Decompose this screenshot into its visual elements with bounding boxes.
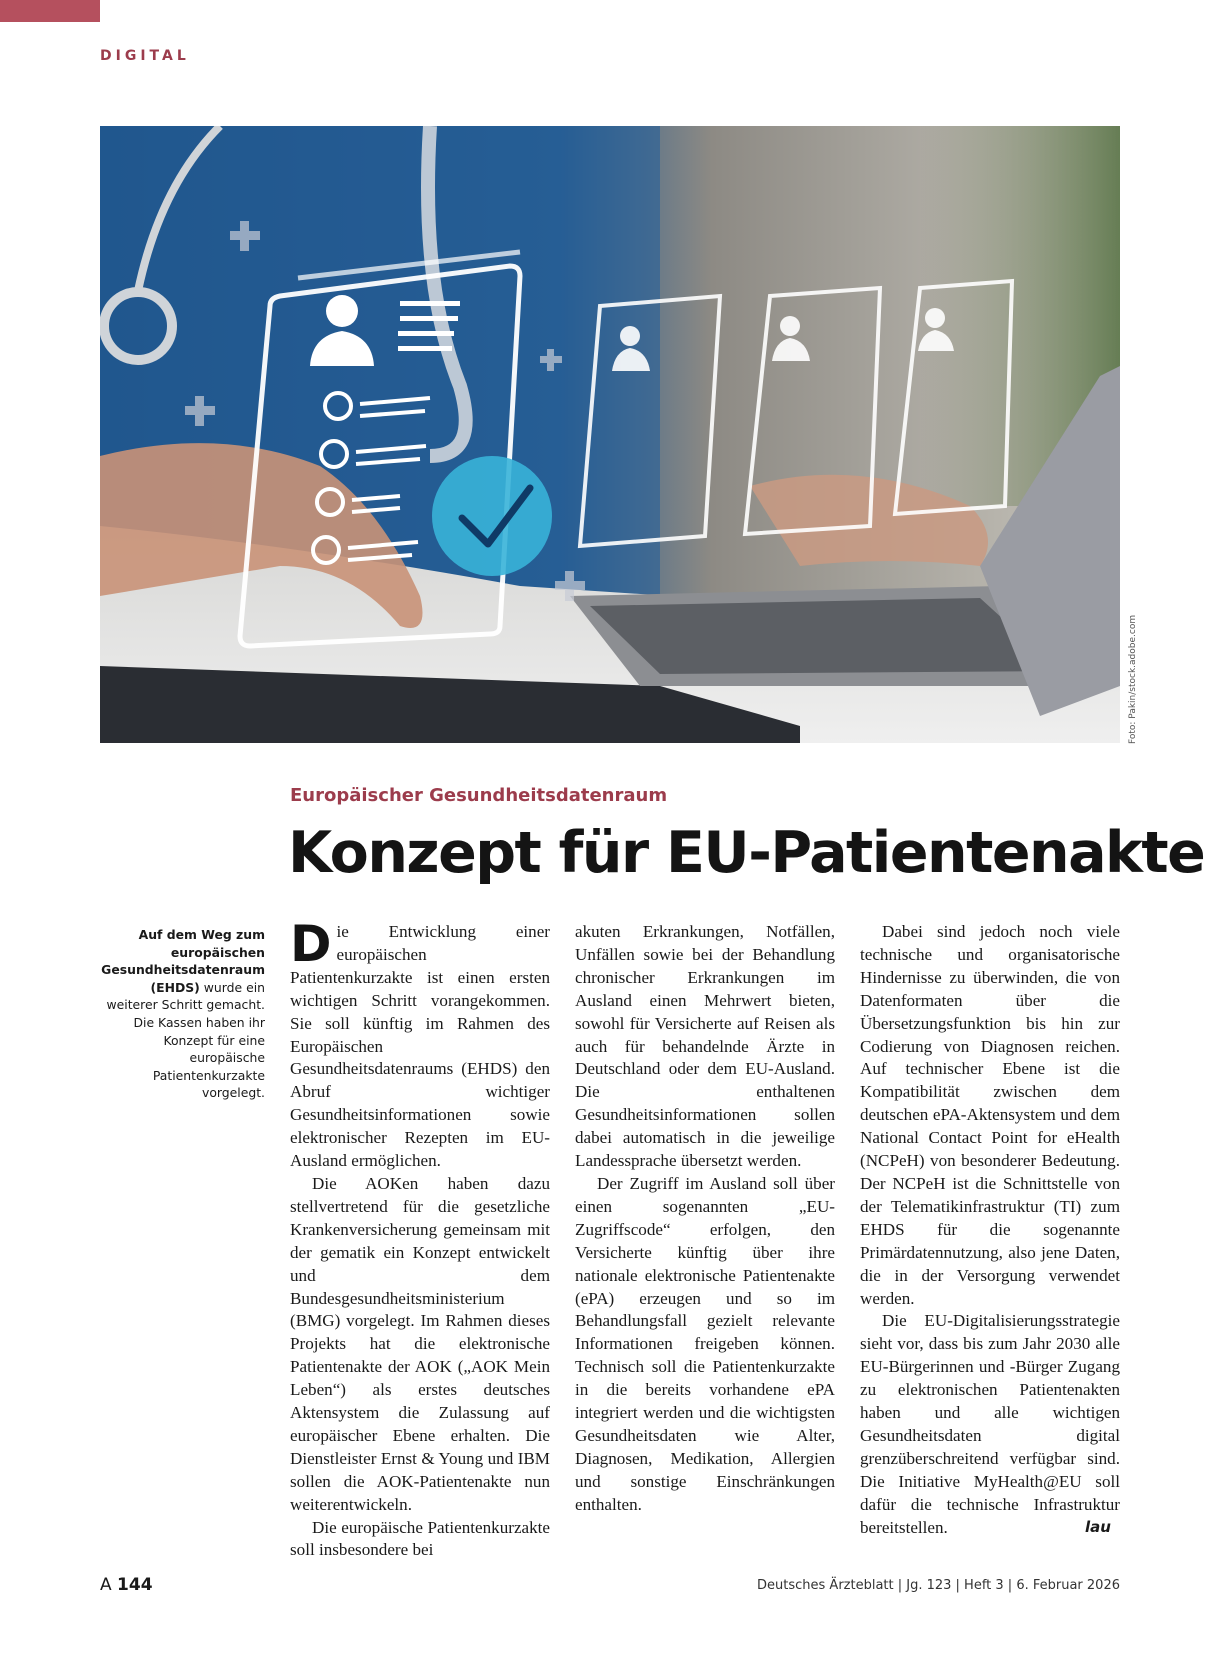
- article-paragraph-5: Dabei sind jedoch noch viele technische und organisatorische Hindernisse zu überwinden, die von Datenformaten über die Übersetzungsfunktion bis hin zur Codierung von Diagnosen reichen. Auf technischer Ebene ist die Kompatibilität zwischen dem deutschen ePA-Aktensystem und dem National Contact Point for eHealth (NCPeH) von besonderer Bedeutung. Der NCPeH ist die Schnittstelle von der Telematikinfrastruktur (TI) zum EHDS für die sogenannte Primärdatennutzung, also jene Daten, die in der Versorgung verwendet werden.: [860, 922, 1120, 1308]
- article-paragraph-4: Der Zugriff im Ausland soll über einen sogenannten „EU-Zugriffscode“ erfolgen, den Versicherte künftig über ihre nationale elektronische Patientenakte (ePA) erzeugen und so im Behandlungsfall gezielt relevante Informationen freigeben können. Technisch soll die Patientenkurzakte in die bereits vorhandene ePA integriert werden und die wichtigsten Gesundheitsdaten wie Alter, Diagnosen, Medikation, Allergien und sonstige Einschränkungen enthalten.: [575, 1173, 835, 1514]
- article-column-1: [290, 915, 550, 1562]
- page-number: A 144: [100, 1575, 153, 1595]
- article-paragraph-6: Die EU-Digitalisierungsstrategie sieht vor, dass bis zum Jahr 2030 alle EU-Bürgerinnen und -Bürger Zugang zu elektronischen Patientenakten haben und alle wichtigen Gesundheitsdaten digital grenzüberschreitend verfügbar sind. Die Initiative MyHealth@EU soll dafür die technische Infrastruktur bereitstellen.: [860, 1311, 1120, 1537]
- section-label: DIGITAL: [100, 48, 190, 64]
- article-paragraph-3b: akuten Erkrankungen, Notfällen, Unfällen sowie bei der Behandlung chronischer Erkrankungen im Ausland einen Mehrwert bieten, sowohl für Versicherte auf Reisen als auch für behandelnde Ärzte in Deutschland oder dem EU-Ausland. Die enthaltenen Gesundheitsinformationen sollen dabei automatisch in die jeweilige Landessprache übersetzt werden.: [575, 922, 835, 1171]
- article-paragraph-3a: Die europäische Patientenkurzakte soll insbesondere bei: [290, 1517, 550, 1560]
- teaser-rest: wurde ein weiterer Schritt gemacht. Die Kassen haben ihr Konzept für eine europäische Patientenkurzakte vorgelegt.: [106, 979, 265, 1101]
- article-column-3: [860, 921, 1120, 1539]
- dropcap: D: [290, 915, 332, 973]
- headline: Konzept für EU-Patientenakte: [288, 820, 1205, 886]
- teaser: [100, 926, 265, 1102]
- article-paragraph-2: Die AOKen haben dazu stellvertretend für die gesetzliche Krankenversicherung gemeinsam mit der gematik ein Konzept entwickelt und dem Bundesgesundheitsministerium (BMG) vorgelegt. Im Rahmen dieses Projekts hat die elektronische Patientenakte der AOK („AOK Mein Leben“) als erstes deutsches Aktensystem die Zulassung auf europäischer Ebene erhalten. Die Dienstleister Ernst & Young und IBM sollen die AOK-Patientenakte nun weiterentwickeln.: [290, 1173, 550, 1514]
- accent-bar: [0, 0, 100, 22]
- hero-image: [100, 126, 1120, 743]
- author-initials: lau: [1085, 1518, 1111, 1536]
- article-column-2: [575, 921, 835, 1517]
- teaser-lead: Auf dem Weg zum europäischen Gesundheitsdatenraum (EHDS): [101, 927, 265, 995]
- footer-source: Deutsches Ärzteblatt | Jg. 123 | Heft 3 | 6. Februar 2026: [757, 1578, 1120, 1593]
- photo-credit: Foto: Pakin/stock.adobe.com: [1128, 614, 1138, 744]
- kicker: Europäischer Gesundheitsdatenraum: [290, 785, 668, 806]
- article-paragraph-1: Die Entwicklung einer europäischen Patientenkurzakte ist einen ersten wichtigen Schritt vorangekommen. Sie soll künftig im Rahmen des Europäischen Gesundheitsdatenraums (EHDS) den Abruf wichtiger Gesundheitsinformationen sowie elektronischer Rezepten im EU-Ausland ermöglichen.: [290, 915, 550, 1171]
